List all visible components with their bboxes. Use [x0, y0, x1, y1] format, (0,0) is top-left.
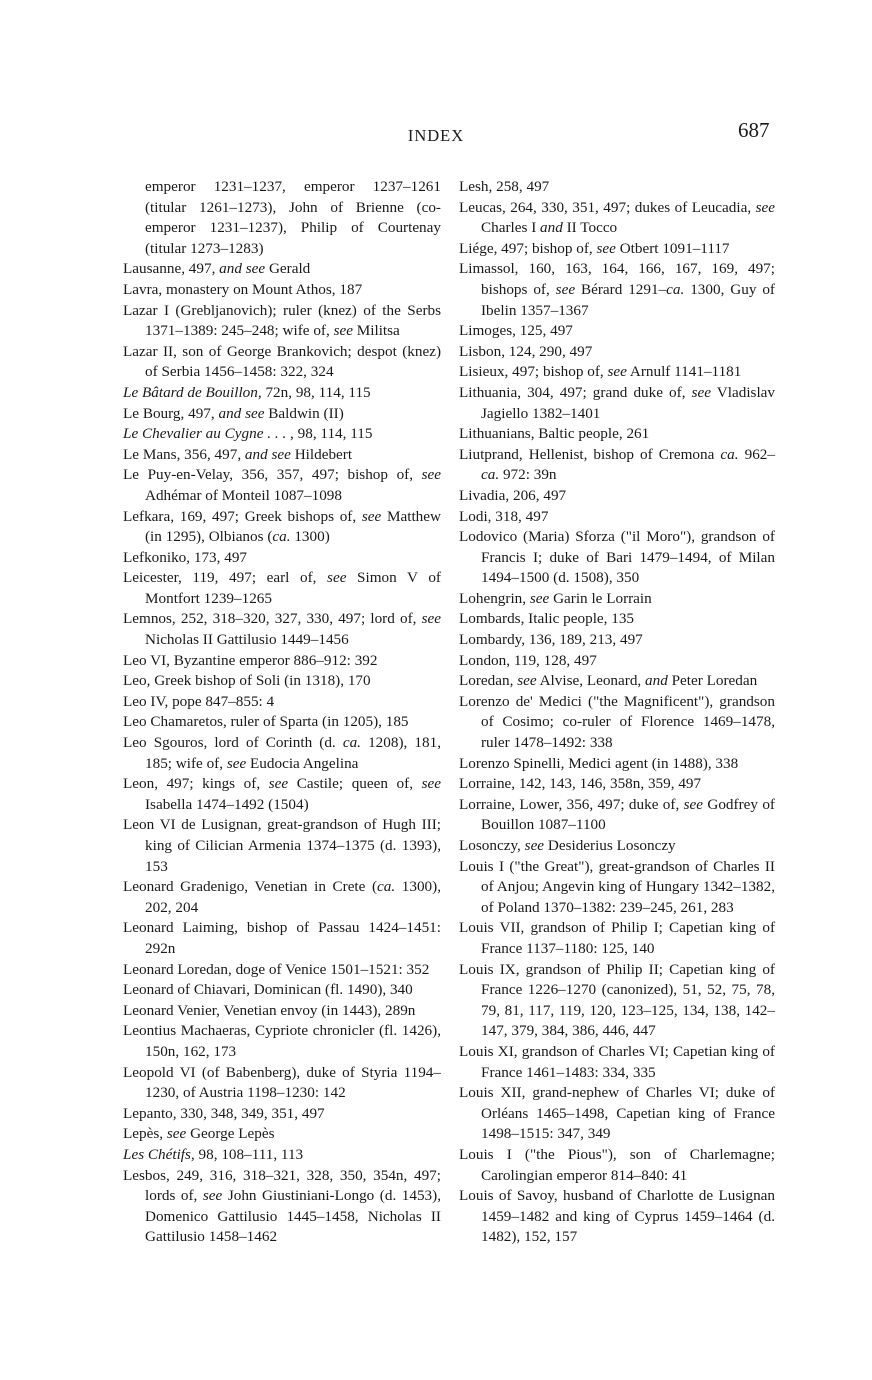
index-entry: Leonard Laiming, bishop of Passau 1424–1451: 292n [123, 919, 441, 957]
index-entry: Lodovico (Maria) Sforza ("il Moro"), grandson of Francis I; duke of Bari 1479–1494, of Milan 1494–1500 (d. 1508), 350 [459, 528, 775, 587]
index-entry: Lisbon, 124, 290, 497 [459, 342, 593, 360]
index-entry: emperor 1231–1237, emperor 1237–1261 (titular 1261–1273), John of Brienne (co-emperor 1231–1237), Philip of Courtenay (titular 1273–1283) [145, 178, 441, 257]
index-entry: Lesh, 258, 497 [459, 178, 550, 195]
index-entry: Lemnos, 252, 318–320, 327, 330, 497; lord of, see Nicholas II Gattilusio 1449–1456 [123, 610, 441, 649]
index-entry: Leo VI, Byzantine emperor 886–912: 392 [123, 651, 378, 669]
index-column-left [123, 177, 441, 1248]
index-entry: Louis I ("the Pious"), son of Charlemagne; Carolingian emperor 814–840: 41 [459, 1145, 775, 1184]
index-entry: Louis XII, grand-nephew of Charles VI; duke of Orléans 1465–1498, Capetian king of France 1498–1515: 347, 349 [459, 1084, 775, 1143]
index-entry: Limoges, 125, 497 [459, 322, 573, 340]
index-entry: Leon VI de Lusignan, great-grandson of Hugh III; king of Cilician Armenia 1374–1375 (d. 1393), 153 [123, 816, 441, 875]
index-entry: Lohengrin, see Garin le Lorrain [459, 589, 652, 607]
index-entry: Le Bourg, 497, and see Baldwin (II) [123, 404, 344, 422]
index-column-right [459, 177, 775, 1248]
index-entry: Le Puy-en-Velay, 356, 357, 497; bishop of, see Adhémar of Monteil 1087–1098 [123, 466, 441, 504]
index-entry: Loredan, see Alvise, Leonard, and Peter Loredan [459, 672, 758, 690]
page-header-title: INDEX [407, 126, 465, 145]
index-entry: Lepès, see George Lepès [123, 1125, 275, 1143]
index-entry: Lithuanians, Baltic people, 261 [459, 425, 650, 443]
index-entry: Leonard Gradenigo, Venetian in Crete (ca. 1300), 202, 204 [123, 878, 441, 916]
index-entry: Lombardy, 136, 189, 213, 497 [459, 631, 643, 649]
index-entry: Leon, 497; kings of, see Castile; queen of, see Isabella 1474–1492 (1504) [123, 775, 441, 813]
index-entry: Leucas, 264, 330, 351, 497; dukes of Leucadia, see Charles I and II Tocco [459, 198, 775, 237]
index-entry: Leo, Greek bishop of Soli (in 1318), 170 [123, 672, 371, 690]
index-entry: Leontius Machaeras, Cypriote chronicler (fl. 1426), 150n, 162, 173 [123, 1022, 441, 1060]
index-entry: Le Chevalier au Cygne . . . , 98, 114, 115 [123, 425, 373, 443]
index-entry: Lorraine, Lower, 356, 497; duke of, see Godfrey of Bouillon 1087–1100 [459, 795, 775, 834]
index-entry: Leonard Loredan, doge of Venice 1501–1521: 352 [123, 960, 430, 978]
index-entry: Louis I ("the Great"), great-grandson of Charles II of Anjou; Angevin king of Hungary 1342–1382, of Poland 1370–1382: 239–245, 261, 283 [459, 857, 775, 916]
index-entry: Leicester, 119, 497; earl of, see Simon V of Montfort 1239–1265 [123, 569, 441, 607]
index-entry: Liutprand, Hellenist, bishop of Cremona ca. 962–ca. 972: 39n [459, 445, 775, 484]
index-entry: Les Chétifs, 98, 108–111, 113 [123, 1145, 304, 1163]
index-entry: Lesbos, 249, 316, 318–321, 328, 350, 354n, 497; lords of, see John Giustiniani-Longo (d. 1453), Domenico Gattilusio 1445–1458, Nicholas II Gattilusio 1458–1462 [123, 1166, 441, 1246]
index-entry: Lodi, 318, 497 [459, 507, 549, 525]
index-entry: Lausanne, 497, and see Gerald [123, 260, 311, 278]
index-entry: Lazar II, son of George Brankovich; despot (knez) of Serbia 1456–1458: 322, 324 [123, 342, 441, 381]
index-entry: Leo Sgouros, lord of Corinth (d. ca. 1208), 181, 185; wife of, see Eudocia Angelina [123, 734, 441, 772]
index-entry: Lorraine, 142, 143, 146, 358n, 359, 497 [459, 775, 702, 793]
index-entry: Losonczy, see Desiderius Losonczy [459, 837, 676, 854]
index-entry: London, 119, 128, 497 [459, 651, 597, 669]
index-entry: Leonard of Chiavari, Dominican (fl. 1490), 340 [123, 981, 413, 999]
page-number: 687 [738, 118, 770, 142]
index-entry: Liége, 497; bishop of, see Otbert 1091–1117 [459, 239, 730, 257]
index-entry: Lithuania, 304, 497; grand duke of, see Vladislav Jagiello 1382–1401 [459, 383, 776, 422]
index-entry: Leo Chamaretos, ruler of Sparta (in 1205), 185 [123, 713, 409, 731]
index-entry: Lorenzo de' Medici ("the Magnificent"), grandson of Cosimo; co-ruler of Florence 1469–1478, ruler 1478–1492: 338 [459, 692, 775, 752]
index-entry: Lisieux, 497; bishop of, see Arnulf 1141–1181 [459, 363, 742, 381]
index-entry: Louis of Savoy, husband of Charlotte de Lusignan 1459–1482 and king of Cyprus 1459–1464 (d. 1482), 152, 157 [459, 1187, 775, 1246]
index-entry: Lazar I (Grebljanovich); ruler (knez) of the Serbs 1371–1389: 245–248; wife of, see Militsa [123, 301, 441, 340]
index-entry: Lorenzo Spinelli, Medici agent (in 1488), 338 [459, 754, 739, 772]
index-entry: Louis XI, grandson of Charles VI; Capetian king of France 1461–1483: 334, 335 [459, 1042, 775, 1081]
index-entry: Limassol, 160, 163, 164, 166, 167, 169, 497; bishops of, see Bérard 1291–ca. 1300, Guy of Ibelin 1357–1367 [459, 260, 775, 319]
index-entry: Lefkara, 169, 497; Greek bishops of, see Matthew (in 1295), Olbianos (ca. 1300) [123, 507, 441, 546]
index-entry: Leo IV, pope 847–855: 4 [123, 692, 275, 710]
index-entry: Le Bâtard de Bouillon, 72n, 98, 114, 115 [123, 383, 371, 401]
index-entry: Livadia, 206, 497 [459, 486, 567, 504]
index-entry: Louis VII, grandson of Philip I; Capetian king of France 1137–1180: 125, 140 [459, 919, 775, 957]
index-entry: Le Mans, 356, 497, and see Hildebert [123, 445, 353, 463]
index-entry: Louis IX, grandson of Philip II; Capetian king of France 1226–1270 (canonized), 51, 52, 75, 78, 79, 81, 117, 119, 120, 123–125, 134, 138, 142–147, 379, 384, 386, 446, 447 [459, 960, 775, 1040]
index-entry: Leopold VI (of Babenberg), duke of Styria 1194–1230, of Austria 1198–1230: 142 [123, 1063, 441, 1102]
index-entry: Lefkoniko, 173, 497 [123, 548, 248, 566]
index-entry: Lombards, Italic people, 135 [459, 610, 635, 628]
index-entry: Lepanto, 330, 348, 349, 351, 497 [123, 1104, 325, 1122]
index-entry: Leonard Venier, Venetian envoy (in 1443), 289n [123, 1001, 416, 1019]
index-entry: Lavra, monastery on Mount Athos, 187 [123, 280, 363, 298]
